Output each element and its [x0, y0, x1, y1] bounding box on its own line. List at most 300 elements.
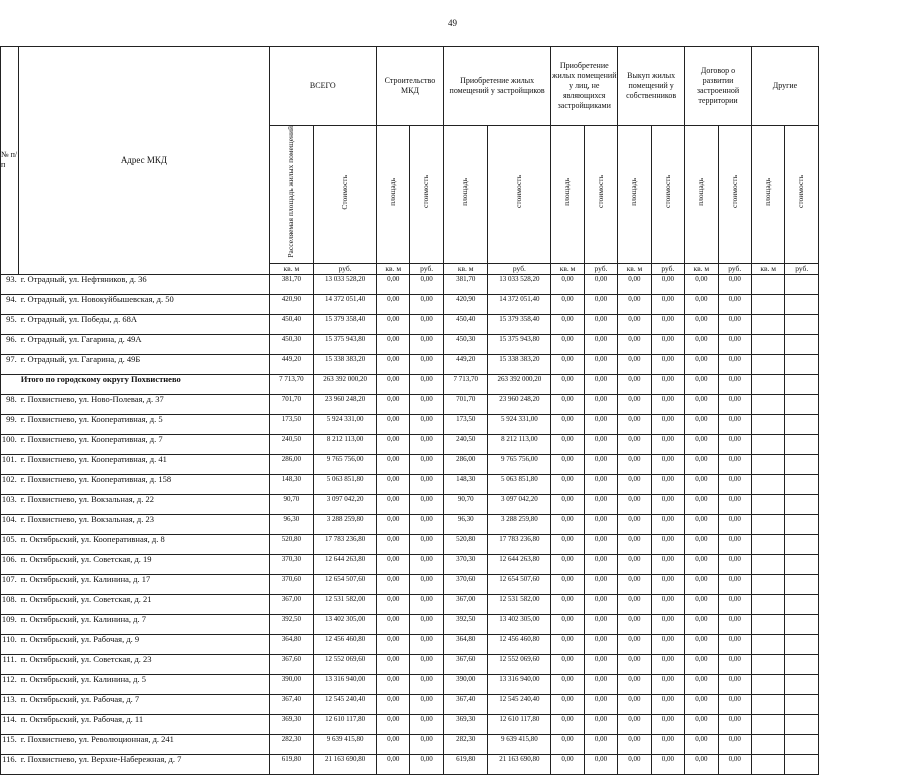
value-cell: 173,50 — [443, 414, 488, 434]
value-cell: 0,00 — [410, 534, 443, 554]
group-header: Приобретение жилых помещений у лиц, не являющихся застройщиками — [551, 47, 618, 126]
value-cell: 0,00 — [651, 594, 684, 614]
table-row — [1, 634, 819, 654]
value-cell: 701,70 — [443, 394, 488, 414]
value-cell: 0,00 — [410, 554, 443, 574]
value-cell — [785, 714, 819, 734]
table-row — [1, 314, 819, 334]
value-cell: 0,00 — [718, 714, 751, 734]
value-cell: 0,00 — [551, 434, 584, 454]
value-cell: 0,00 — [718, 754, 751, 774]
value-cell: 0,00 — [551, 734, 584, 754]
value-cell — [785, 454, 819, 474]
value-cell: 282,30 — [443, 734, 488, 754]
subcolumn-label: площадь — [387, 177, 397, 206]
value-cell: 619,80 — [269, 754, 314, 774]
subcolumn-header — [718, 126, 751, 264]
value-cell: 0,00 — [551, 594, 584, 614]
value-cell: 0,00 — [718, 674, 751, 694]
value-cell: 0,00 — [685, 394, 718, 414]
value-cell: 21 163 690,80 — [488, 754, 551, 774]
value-cell: 0,00 — [718, 514, 751, 534]
value-cell: 0,00 — [551, 354, 584, 374]
value-cell — [751, 294, 784, 314]
value-cell — [751, 354, 784, 374]
value-cell: 0,00 — [618, 614, 651, 634]
value-cell: 369,30 — [269, 714, 314, 734]
row-number: 105. — [1, 534, 19, 554]
value-cell: 0,00 — [410, 374, 443, 394]
subcolumn-label: стоимость — [595, 175, 605, 209]
address-cell: г. Отрадный, ул. Гагарина, д. 49А — [19, 334, 269, 354]
value-cell: 0,00 — [685, 374, 718, 394]
unit-label: кв. м — [269, 263, 314, 274]
value-cell: 0,00 — [685, 654, 718, 674]
table-row — [1, 514, 819, 534]
value-cell: 0,00 — [718, 414, 751, 434]
value-cell: 369,30 — [443, 714, 488, 734]
value-cell: 9 765 756,00 — [488, 454, 551, 474]
value-cell: 392,50 — [443, 614, 488, 634]
unit-label: руб. — [410, 263, 443, 274]
value-cell: 3 288 259,80 — [314, 514, 377, 534]
value-cell: 5 063 851,80 — [488, 474, 551, 494]
value-cell: 0,00 — [584, 354, 617, 374]
value-cell: 0,00 — [410, 314, 443, 334]
value-cell: 0,00 — [685, 754, 718, 774]
value-cell: 0,00 — [410, 414, 443, 434]
value-cell: 364,80 — [443, 634, 488, 654]
address-cell: г. Отрадный, ул. Новокуйбышевская, д. 50 — [19, 294, 269, 314]
value-cell: 0,00 — [618, 454, 651, 474]
value-cell: 0,00 — [718, 474, 751, 494]
value-cell: 0,00 — [551, 374, 584, 394]
value-cell — [785, 694, 819, 714]
value-cell: 0,00 — [651, 654, 684, 674]
value-cell: 0,00 — [618, 514, 651, 534]
resettlement-table — [0, 46, 819, 775]
value-cell: 0,00 — [651, 614, 684, 634]
value-cell: 450,30 — [443, 334, 488, 354]
value-cell: 0,00 — [618, 654, 651, 674]
value-cell: 0,00 — [377, 574, 410, 594]
value-cell: 0,00 — [651, 294, 684, 314]
value-cell: 0,00 — [584, 534, 617, 554]
address-cell: г. Похвистнево, ул. Верхне-Набережная, д. 7 — [19, 754, 269, 774]
value-cell: 13 316 940,00 — [488, 674, 551, 694]
value-cell: 0,00 — [584, 374, 617, 394]
value-cell: 367,40 — [269, 694, 314, 714]
value-cell: 0,00 — [685, 714, 718, 734]
address-cell: г. Похвистнево, ул. Революционная, д. 241 — [19, 734, 269, 754]
row-number: 109. — [1, 614, 19, 634]
address-cell: п. Октябрьский, ул. Рабочая, д. 11 — [19, 714, 269, 734]
row-number: 110. — [1, 634, 19, 654]
value-cell: 0,00 — [584, 654, 617, 674]
value-cell: 12 654 507,60 — [488, 574, 551, 594]
value-cell: 370,30 — [269, 554, 314, 574]
value-cell — [751, 594, 784, 614]
value-cell: 0,00 — [718, 274, 751, 294]
group-header: Другие — [751, 47, 818, 126]
value-cell: 0,00 — [685, 514, 718, 534]
table-row — [1, 454, 819, 474]
address-cell: г. Похвистнево, ул. Вокзальная, д. 23 — [19, 514, 269, 534]
value-cell: 0,00 — [551, 274, 584, 294]
value-cell: 13 033 528,20 — [488, 274, 551, 294]
subcolumn-header — [584, 126, 617, 264]
value-cell: 173,50 — [269, 414, 314, 434]
value-cell: 263 392 000,20 — [488, 374, 551, 394]
value-cell — [751, 454, 784, 474]
value-cell: 0,00 — [584, 634, 617, 654]
subcolumn-label: стоимость — [796, 175, 806, 209]
value-cell: 21 163 690,80 — [314, 754, 377, 774]
value-cell: 449,20 — [269, 354, 314, 374]
value-cell: 9 639 415,80 — [488, 734, 551, 754]
value-cell: 0,00 — [584, 294, 617, 314]
value-cell: 0,00 — [618, 294, 651, 314]
value-cell: 0,00 — [551, 714, 584, 734]
subcolumn-header — [269, 126, 314, 264]
value-cell — [785, 334, 819, 354]
value-cell: 0,00 — [651, 454, 684, 474]
value-cell: 0,00 — [718, 694, 751, 714]
address-cell: п. Октябрьский, ул. Калинина, д. 17 — [19, 574, 269, 594]
value-cell — [751, 734, 784, 754]
value-cell: 0,00 — [685, 634, 718, 654]
value-cell: 0,00 — [618, 334, 651, 354]
unit-label: кв. м — [685, 263, 718, 274]
address-cell: Итого по городскому округу Похвистнево — [19, 374, 269, 394]
row-number: 103. — [1, 494, 19, 514]
value-cell: 0,00 — [377, 714, 410, 734]
subcolumn-label: стоимость — [514, 175, 524, 209]
value-cell: 364,80 — [269, 634, 314, 654]
value-cell: 520,80 — [269, 534, 314, 554]
table-row — [1, 354, 819, 374]
row-number: 96. — [1, 334, 19, 354]
value-cell: 392,50 — [269, 614, 314, 634]
value-cell: 0,00 — [377, 294, 410, 314]
value-cell — [785, 614, 819, 634]
value-cell: 0,00 — [584, 334, 617, 354]
table-row — [1, 534, 819, 554]
value-cell: 0,00 — [410, 594, 443, 614]
value-cell: 13 402 305,00 — [488, 614, 551, 634]
group-header: Выкуп жилых помещений у собственников — [618, 47, 685, 126]
value-cell: 0,00 — [685, 674, 718, 694]
value-cell: 390,00 — [269, 674, 314, 694]
value-cell: 12 552 069,60 — [488, 654, 551, 674]
value-cell: 3 288 259,80 — [488, 514, 551, 534]
value-cell: 0,00 — [618, 674, 651, 694]
value-cell: 0,00 — [410, 294, 443, 314]
value-cell: 0,00 — [618, 474, 651, 494]
value-cell: 0,00 — [377, 634, 410, 654]
address-cell: г. Отрадный, ул. Гагарина, д. 49Б — [19, 354, 269, 374]
value-cell — [785, 354, 819, 374]
value-cell: 0,00 — [410, 474, 443, 494]
value-cell: 0,00 — [618, 634, 651, 654]
value-cell: 15 375 943,80 — [488, 334, 551, 354]
value-cell: 12 456 460,80 — [488, 634, 551, 654]
value-cell: 0,00 — [410, 734, 443, 754]
value-cell — [785, 554, 819, 574]
value-cell — [785, 574, 819, 594]
subcolumn-label: площадь — [460, 177, 470, 206]
value-cell: 0,00 — [651, 554, 684, 574]
value-cell — [785, 594, 819, 614]
value-cell: 12 531 582,00 — [314, 594, 377, 614]
value-cell: 15 375 943,80 — [314, 334, 377, 354]
group-header: Приобретение жилых помещений у застройщиков — [443, 47, 550, 126]
value-cell: 0,00 — [377, 594, 410, 614]
value-cell: 3 097 042,20 — [314, 494, 377, 514]
value-cell: 286,00 — [443, 454, 488, 474]
table-row — [1, 594, 819, 614]
value-cell: 13 033 528,20 — [314, 274, 377, 294]
value-cell: 0,00 — [377, 614, 410, 634]
row-number: 107. — [1, 574, 19, 594]
value-cell: 5 924 331,00 — [488, 414, 551, 434]
value-cell: 0,00 — [551, 694, 584, 714]
table-row — [1, 614, 819, 634]
row-number: 94. — [1, 294, 19, 314]
value-cell: 0,00 — [584, 274, 617, 294]
value-cell: 367,00 — [269, 594, 314, 614]
value-cell: 370,60 — [443, 574, 488, 594]
table-row — [1, 434, 819, 454]
value-cell: 0,00 — [551, 494, 584, 514]
value-cell: 0,00 — [551, 534, 584, 554]
address-cell: п. Октябрьский, ул. Рабочая, д. 9 — [19, 634, 269, 654]
value-cell: 0,00 — [651, 574, 684, 594]
value-cell: 0,00 — [551, 754, 584, 774]
value-cell: 0,00 — [651, 754, 684, 774]
value-cell: 0,00 — [718, 314, 751, 334]
table-row — [1, 734, 819, 754]
subcolumn-label: площадь — [629, 177, 639, 206]
value-cell: 12 644 263,80 — [488, 554, 551, 574]
value-cell: 0,00 — [718, 734, 751, 754]
value-cell: 0,00 — [551, 514, 584, 534]
address-cell: г. Похвистнево, ул. Вокзальная, д. 22 — [19, 494, 269, 514]
value-cell: 96,30 — [443, 514, 488, 534]
value-cell — [785, 534, 819, 554]
value-cell: 15 379 358,40 — [314, 314, 377, 334]
subcolumn-header — [785, 126, 819, 264]
value-cell: 0,00 — [718, 294, 751, 314]
value-cell: 286,00 — [269, 454, 314, 474]
address-cell: г. Похвистнево, ул. Кооперативная, д. 5 — [19, 414, 269, 434]
value-cell: 0,00 — [410, 754, 443, 774]
subcolumn-header — [314, 126, 377, 264]
value-cell: 240,50 — [443, 434, 488, 454]
value-cell — [785, 394, 819, 414]
value-cell: 0,00 — [618, 714, 651, 734]
value-cell — [751, 554, 784, 574]
value-cell — [751, 614, 784, 634]
value-cell — [785, 514, 819, 534]
table-body — [1, 274, 819, 774]
value-cell: 0,00 — [410, 274, 443, 294]
row-number: 113. — [1, 694, 19, 714]
value-cell: 0,00 — [651, 334, 684, 354]
value-cell: 0,00 — [584, 454, 617, 474]
value-cell: 9 639 415,80 — [314, 734, 377, 754]
page-number: 49 — [448, 18, 457, 28]
value-cell: 0,00 — [584, 314, 617, 334]
value-cell: 420,90 — [269, 294, 314, 314]
value-cell: 0,00 — [410, 354, 443, 374]
value-cell: 0,00 — [651, 414, 684, 434]
value-cell: 0,00 — [377, 754, 410, 774]
value-cell — [785, 374, 819, 394]
value-cell: 0,00 — [410, 574, 443, 594]
value-cell: 0,00 — [685, 334, 718, 354]
value-cell: 0,00 — [685, 694, 718, 714]
report-sheet — [0, 46, 905, 764]
value-cell — [751, 654, 784, 674]
address-cell: г. Похвистнево, ул. Кооперативная, д. 7 — [19, 434, 269, 454]
value-cell: 0,00 — [410, 694, 443, 714]
value-cell: 0,00 — [618, 434, 651, 454]
value-cell: 0,00 — [685, 734, 718, 754]
unit-label: кв. м — [618, 263, 651, 274]
header-group-row — [1, 47, 819, 126]
value-cell: 0,00 — [718, 654, 751, 674]
value-cell: 0,00 — [718, 614, 751, 634]
unit-label: руб. — [785, 263, 819, 274]
subcolumn-header — [488, 126, 551, 264]
address-cell: п. Октябрьский, ул. Кооперативная, д. 8 — [19, 534, 269, 554]
address-cell: г. Отрадный, ул. Победы, д. 68А — [19, 314, 269, 334]
value-cell: 0,00 — [410, 334, 443, 354]
value-cell — [751, 274, 784, 294]
value-cell: 263 392 000,20 — [314, 374, 377, 394]
value-cell: 0,00 — [718, 454, 751, 474]
total-row — [1, 374, 819, 394]
row-number: 112. — [1, 674, 19, 694]
value-cell: 0,00 — [618, 494, 651, 514]
value-cell: 0,00 — [584, 754, 617, 774]
address-cell: п. Октябрьский, ул. Советская, д. 23 — [19, 654, 269, 674]
value-cell: 0,00 — [685, 574, 718, 594]
table-row — [1, 334, 819, 354]
row-number: 97. — [1, 354, 19, 374]
row-number: 114. — [1, 714, 19, 734]
value-cell: 0,00 — [551, 294, 584, 314]
value-cell: 0,00 — [685, 534, 718, 554]
subcolumn-header — [751, 126, 784, 264]
table-row — [1, 414, 819, 434]
value-cell: 7 713,70 — [269, 374, 314, 394]
value-cell: 0,00 — [651, 734, 684, 754]
value-cell: 90,70 — [269, 494, 314, 514]
value-cell — [785, 314, 819, 334]
value-cell: 13 316 940,00 — [314, 674, 377, 694]
value-cell: 0,00 — [618, 314, 651, 334]
group-header: ВСЕГО — [269, 47, 376, 126]
value-cell — [751, 714, 784, 734]
address-cell: г. Отрадный, ул. Нефтяников, д. 36 — [19, 274, 269, 294]
row-number: 115. — [1, 734, 19, 754]
value-cell — [785, 434, 819, 454]
value-cell — [751, 474, 784, 494]
address-cell: г. Похвистнево, ул. Кооперативная, д. 41 — [19, 454, 269, 474]
value-cell: 420,90 — [443, 294, 488, 314]
value-cell: 12 545 240,40 — [488, 694, 551, 714]
value-cell — [751, 334, 784, 354]
value-cell: 520,80 — [443, 534, 488, 554]
value-cell: 0,00 — [618, 394, 651, 414]
unit-label: руб. — [718, 263, 751, 274]
row-number: 95. — [1, 314, 19, 334]
value-cell — [785, 414, 819, 434]
value-cell: 282,30 — [269, 734, 314, 754]
row-number: 116. — [1, 754, 19, 774]
address-cell: п. Октябрьский, ул. Советская, д. 19 — [19, 554, 269, 574]
subcolumn-label: площадь — [696, 177, 706, 206]
value-cell: 0,00 — [618, 694, 651, 714]
value-cell: 0,00 — [377, 394, 410, 414]
value-cell: 0,00 — [410, 514, 443, 534]
value-cell: 0,00 — [584, 614, 617, 634]
value-cell: 370,30 — [443, 554, 488, 574]
value-cell: 450,40 — [269, 314, 314, 334]
value-cell: 449,20 — [443, 354, 488, 374]
value-cell: 0,00 — [651, 274, 684, 294]
value-cell: 0,00 — [551, 674, 584, 694]
value-cell: 390,00 — [443, 674, 488, 694]
row-number: 99. — [1, 414, 19, 434]
value-cell: 0,00 — [584, 474, 617, 494]
value-cell: 0,00 — [618, 534, 651, 554]
value-cell: 0,00 — [551, 574, 584, 594]
value-cell: 0,00 — [377, 654, 410, 674]
value-cell — [785, 654, 819, 674]
value-cell: 0,00 — [377, 474, 410, 494]
value-cell: 0,00 — [377, 354, 410, 374]
value-cell: 0,00 — [584, 714, 617, 734]
value-cell: 0,00 — [377, 554, 410, 574]
row-number: 101. — [1, 454, 19, 474]
value-cell: 12 644 263,80 — [314, 554, 377, 574]
unit-label: руб. — [488, 263, 551, 274]
value-cell: 0,00 — [551, 454, 584, 474]
value-cell: 0,00 — [618, 374, 651, 394]
table-row — [1, 674, 819, 694]
value-cell: 0,00 — [584, 514, 617, 534]
value-cell: 0,00 — [718, 354, 751, 374]
value-cell: 0,00 — [551, 654, 584, 674]
value-cell: 0,00 — [377, 534, 410, 554]
group-header: Договор о развитии застроенной территории — [685, 47, 752, 126]
table-row — [1, 494, 819, 514]
value-cell: 381,70 — [443, 274, 488, 294]
value-cell: 0,00 — [718, 394, 751, 414]
table-row — [1, 754, 819, 774]
address-cell: п. Октябрьский, ул. Калинина, д. 7 — [19, 614, 269, 634]
value-cell: 0,00 — [551, 414, 584, 434]
unit-label: руб. — [651, 263, 684, 274]
value-cell — [785, 294, 819, 314]
value-cell: 0,00 — [718, 594, 751, 614]
subcolumn-label: стоимость — [421, 175, 431, 209]
value-cell: 0,00 — [685, 294, 718, 314]
value-cell: 0,00 — [551, 474, 584, 494]
